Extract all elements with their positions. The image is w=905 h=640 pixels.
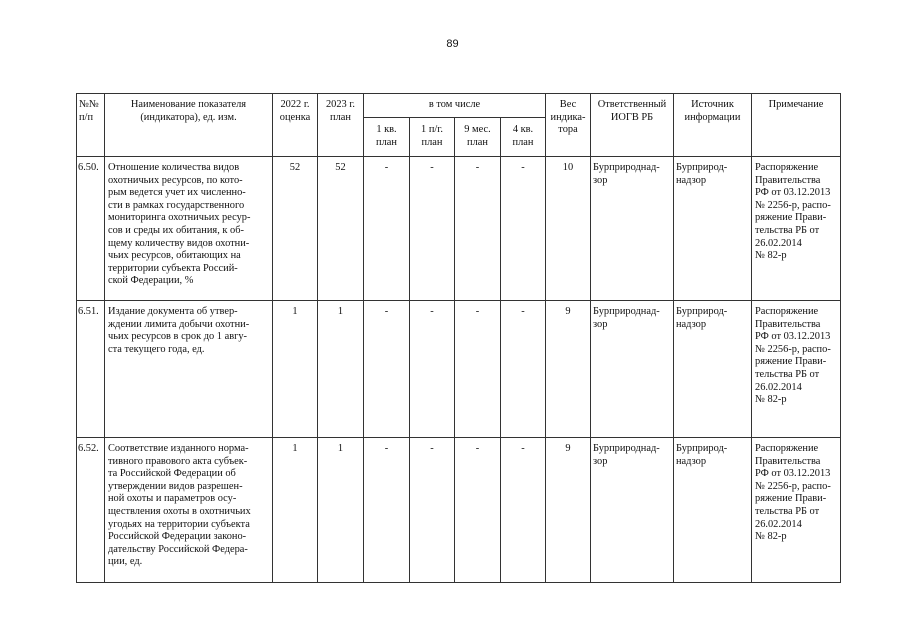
row-h1-value: - [410,438,455,583]
row-source: Бурприрод- надзор [674,301,752,438]
row-q1-value: - [364,301,410,438]
row-h1-value: - [410,301,455,438]
row-weight: 9 [546,438,591,583]
header-q1: 1 кв. план [364,118,410,157]
header-num: №№ п/п [77,94,105,157]
row-2022-value: 1 [273,438,318,583]
row-2023-value: 1 [318,301,364,438]
row-2022-value: 1 [273,301,318,438]
row-responsible: Бурприроднад- зор [591,438,674,583]
header-weight: Вес индика- тора [546,94,591,157]
row-num: 6.52. [77,438,105,583]
row-source: Бурприрод- надзор [674,157,752,301]
header-row [77,94,841,118]
header-note: Примечание [752,94,841,157]
table-row [77,301,841,438]
row-responsible: Бурприроднад- зор [591,301,674,438]
row-note: Распоряжение Правительства РФ от 03.12.2013 № 2256-р, распо- ряжение Прави- тельства РБ от 26.02.2014 № 82-р [752,438,841,583]
row-responsible: Бурприроднад- зор [591,157,674,301]
header-h1: 1 п/г. план [410,118,455,157]
row-q4-value: - [501,438,546,583]
row-num: 6.50. [77,157,105,301]
row-9m-value: - [455,301,501,438]
row-2023-value: 52 [318,157,364,301]
header-q4: 4 кв. план [501,118,546,157]
row-9m-value: - [455,157,501,301]
row-9m-value: - [455,438,501,583]
row-q1-value: - [364,438,410,583]
row-note: Распоряжение Правительства РФ от 03.12.2013 № 2256-р, распо- ряжение Прави- тельства РБ от 26.02.2014 № 82-р [752,301,841,438]
row-indicator-name: Отношение количества видов охотничьих ресурсов, по кото- рым ведется учет их численно- сти в рамках государственного мониторинга охотничьих ресур- сов и среды их обитания, к об- щему количеству видов охотни- чьих ресурсов, обитающих на территории субъекта Россий- ской Федерации, % [105,157,273,301]
header-9m: 9 мес. план [455,118,501,157]
header-including: в том числе [364,94,546,118]
row-note: Распоряжение Правительства РФ от 03.12.2013 № 2256-р, распо- ряжение Прави- тельства РБ от 26.02.2014 № 82-р [752,157,841,301]
indicators-table [76,93,841,583]
row-h1-value: - [410,157,455,301]
header-2023: 2023 г. план [318,94,364,157]
table-row [77,438,841,583]
row-num: 6.51. [77,301,105,438]
row-2023-value: 1 [318,438,364,583]
header-source: Источник информации [674,94,752,157]
header-name: Наименование показателя (индикатора), ед. изм. [105,94,273,157]
row-indicator-name: Издание документа об утвер- ждении лимита добычи охотни- чьих ресурсов в срок до 1 авгу- ста текущего года, ед. [105,301,273,438]
row-source: Бурприрод- надзор [674,438,752,583]
page-number: 89 [446,38,459,50]
row-weight: 10 [546,157,591,301]
header-responsible: Ответственный ИОГВ РБ [591,94,674,157]
row-q1-value: - [364,157,410,301]
header-2022: 2022 г. оценка [273,94,318,157]
row-weight: 9 [546,301,591,438]
row-q4-value: - [501,157,546,301]
row-2022-value: 52 [273,157,318,301]
row-q4-value: - [501,301,546,438]
row-indicator-name: Соответствие изданного норма- тивного правового акта субъек- та Российской Федерации об утверждении видов разрешен- ной охоты и параметров осу- ществления охоты в охотничьих угодьях на территории субъекта Российской Федерации законо- дательству Российской Федера- ции, ед. [105,438,273,583]
table-row [77,157,841,301]
